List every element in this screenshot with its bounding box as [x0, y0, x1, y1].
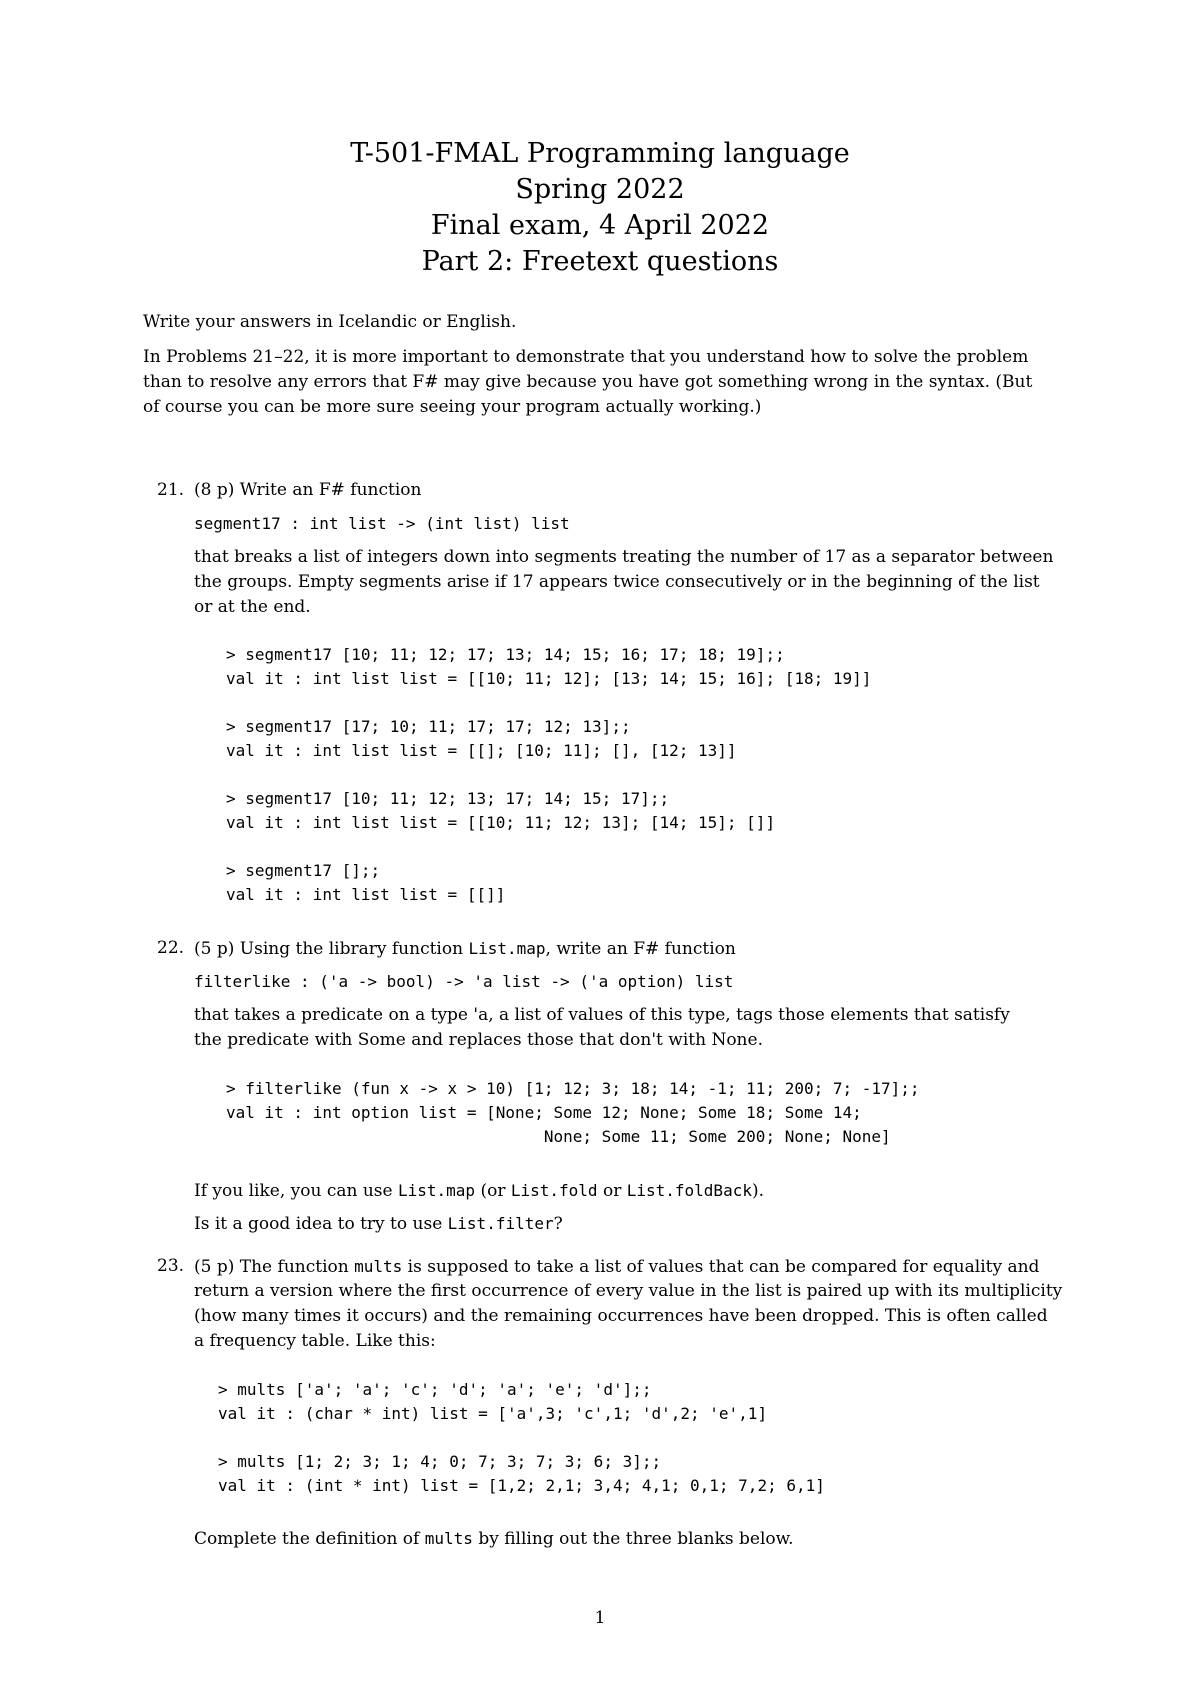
q22-prompt — [194, 936, 736, 962]
q22-example-input: > filterlike (fun x -> x > 10) [1; 12; 3; 18; 14; -1; 11; 200; 7; -17];; — [226, 1079, 920, 1098]
q23-instruction-code: mults — [424, 1529, 473, 1548]
q23-desc-text-end: is supposed to take a list of values that can be compared for equality and — [402, 1257, 1040, 1277]
q23-instruction — [194, 1526, 794, 1552]
exam-title: Final exam, 4 April 2022 — [430, 210, 770, 241]
q23-desc-text: (5 p) The function — [194, 1257, 355, 1277]
q21-example-3-input: > segment17 [10; 11; 12; 13; 17; 14; 15; 17];; — [226, 789, 670, 808]
q22-question-text: Is it a good idea to try to use — [194, 1214, 448, 1234]
q22-hint-text-2: (or — [475, 1181, 511, 1201]
q22-hint-code-foldback: List.foldBack — [626, 1181, 752, 1200]
problems-note-line-2: than to resolve any errors that F# may give because you have got something wrong in the syntax. (But — [143, 372, 1033, 392]
q22-question — [194, 1211, 563, 1237]
q22-prompt-text: (5 p) Using the library function — [194, 939, 469, 959]
q23-description-line-2: return a version where the first occurrence of every value in the list is paired up with its multiplicity — [194, 1281, 1063, 1301]
q23-instruction-text-end: by filling out the three blanks below. — [472, 1529, 794, 1549]
q21-example-2-input: > segment17 [17; 10; 11; 17; 17; 12; 13];; — [226, 717, 631, 736]
term-title: Spring 2022 — [515, 174, 685, 205]
q22-question-code: List.filter — [447, 1214, 554, 1233]
q22-question-mark: ? — [553, 1214, 563, 1234]
q23-example-1-output: val it : (char * int) list = ['a',3; 'c',1; 'd',2; 'e',1] — [218, 1404, 768, 1423]
q23-description-line-4: a frequency table. Like this: — [194, 1331, 436, 1351]
part-title: Part 2: Freetext questions — [421, 246, 779, 277]
q23-description-line-1 — [194, 1254, 1039, 1280]
q23-description-line-3: (how many times it occurs) and the remaining occurrences have been dropped. This is often called — [194, 1306, 1048, 1326]
q22-signature: filterlike : ('a -> bool) -> 'a list -> ('a option) list — [194, 972, 734, 991]
q23-instruction-text: Complete the definition of — [194, 1529, 425, 1549]
language-note: Write your answers in Icelandic or English. — [143, 312, 517, 332]
question-number-21: 21. — [157, 480, 185, 500]
q22-prompt-code: List.map — [468, 939, 546, 958]
q21-description-line-2: the groups. Empty segments arise if 17 appears twice consecutively or in the beginning of the list — [194, 572, 1040, 592]
q21-prompt: (8 p) Write an F# function — [194, 480, 422, 500]
q21-example-3-output: val it : int list list = [[10; 11; 12; 13]; [14; 15]; []] — [226, 813, 776, 832]
question-number-22: 22. — [157, 938, 185, 958]
q23-example-2-input: > mults [1; 2; 3; 1; 4; 0; 7; 3; 7; 3; 6; 3];; — [218, 1452, 662, 1471]
q22-hint — [194, 1178, 764, 1204]
q23-desc-code: mults — [354, 1257, 403, 1276]
q21-example-1-input: > segment17 [10; 11; 12; 17; 13; 14; 15; 16; 17; 18; 19];; — [226, 645, 785, 664]
q21-example-1-output: val it : int list list = [[10; 11; 12]; [13; 14; 15; 16]; [18; 19]] — [226, 669, 872, 688]
q22-description-line-2: the predicate with Some and replaces those that don't with None. — [194, 1030, 763, 1050]
q22-hint-text: If you like, you can use — [194, 1181, 398, 1201]
course-title: T-501-FMAL Programming language — [350, 138, 850, 169]
q22-prompt-text-end: , write an F# function — [545, 939, 736, 959]
q21-description-line-1: that breaks a list of integers down into segments treating the number of 17 as a separator between — [194, 547, 1054, 567]
q22-hint-code-map: List.map — [397, 1181, 476, 1200]
q22-hint-text-3: or — [597, 1181, 627, 1201]
question-number-23: 23. — [157, 1256, 185, 1276]
q22-description-line-1: that takes a predicate on a type 'a, a list of values of this type, tags those elements that satisfy — [194, 1005, 1010, 1025]
q21-example-2-output: val it : int list list = [[]; [10; 11]; [], [12; 13]] — [226, 741, 737, 760]
problems-note-line-1: In Problems 21–22, it is more important to demonstrate that you understand how to solve the problem — [143, 347, 1029, 367]
q23-example-1-input: > mults ['a'; 'a'; 'c'; 'd'; 'a'; 'e'; 'd'];; — [218, 1380, 652, 1399]
problems-note-line-3: of course you can be more sure seeing your program actually working.) — [143, 397, 762, 417]
q22-example-output-line-2: None; Some 11; Some 200; None; None] — [226, 1127, 891, 1146]
q23-example-2-output: val it : (int * int) list = [1,2; 2,1; 3,4; 4,1; 0,1; 7,2; 6,1] — [218, 1476, 825, 1495]
page-number: 1 — [594, 1608, 606, 1628]
q21-description-line-3: or at the end. — [194, 597, 311, 617]
q21-example-4-input: > segment17 [];; — [226, 861, 381, 880]
q22-hint-text-end: ). — [751, 1181, 765, 1201]
q22-example-output-line-1: val it : int option list = [None; Some 12; None; Some 18; Some 14; — [226, 1103, 862, 1122]
q21-example-4-output: val it : int list list = [[]] — [226, 885, 506, 904]
q22-hint-code-fold: List.fold — [510, 1181, 598, 1200]
q21-signature: segment17 : int list -> (int list) list — [194, 514, 570, 533]
